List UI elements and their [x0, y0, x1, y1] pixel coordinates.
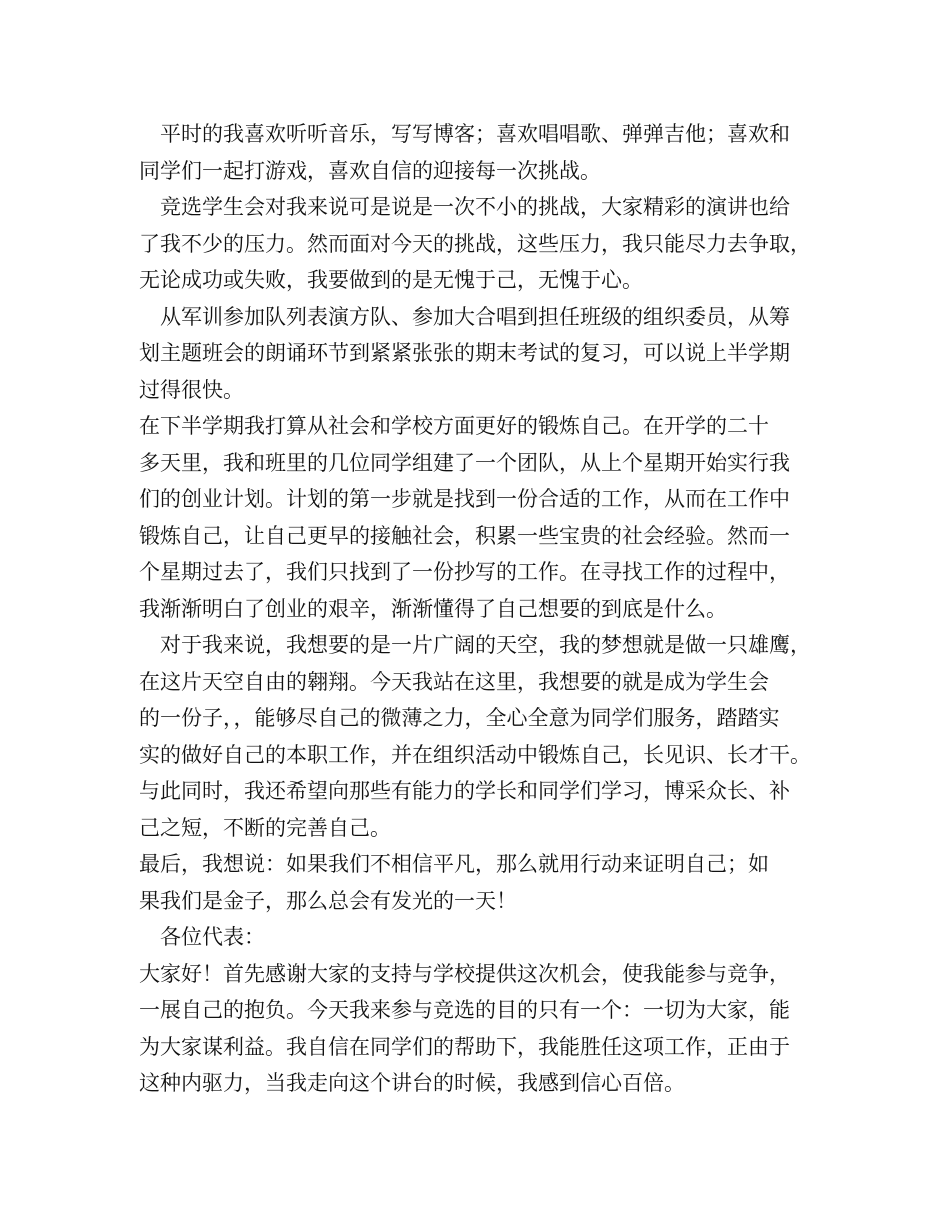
text-line: 与此同时，我还希望向那些有能力的学长和同学们学习，博采众长、补	[139, 779, 790, 803]
text-line: 划主题班会的朗诵环节到紧紧张张的期末考试的复习，可以说上半学期	[139, 341, 790, 365]
text-line: 无论成功或失败，我要做到的是无愧于己，无愧于心。	[139, 268, 643, 292]
text-line: 己之短，不断的完善自己。	[139, 815, 391, 840]
text-line: 了我不少的压力。然而面对今天的挑战，这些压力，我只能尽力去争取，	[139, 231, 811, 256]
text-line: 大家好！首先感谢大家的支持与学校提供这次机会，使我能参与竞争，	[139, 961, 790, 986]
text-line: 为大家谋利益。我自信在同学们的帮助下，我能胜任这项工作，正由于	[139, 1034, 790, 1059]
text-line: 各位代表：	[139, 925, 265, 949]
text-line: 从军训参加队列表演方队、参加大合唱到担任班级的组织委员，从筹	[139, 304, 790, 329]
text-line: 锻炼自己，让自己更早的接触社会，积累一些宝贵的社会经验。然而一	[139, 523, 790, 548]
text-line: 对于我来说，我想要的是一片广阔的天空，我的梦想就是做一只雄鹰，	[139, 633, 811, 657]
text-line: 一展自己的抱负。今天我来参与竞选的目的只有一个：一切为大家，能	[139, 998, 790, 1022]
text-line: 同学们一起打游戏，喜欢自信的迎接每一次挑战。	[139, 158, 601, 183]
text-line: 最后，我想说：如果我们不相信平凡，那么就用行动来证明自己；如	[139, 852, 769, 876]
text-line: 们的创业计划。计划的第一步就是找到一份合适的工作，从而在工作中	[139, 487, 790, 511]
text-line: 平时的我喜欢听听音乐，写写博客；喜欢唱唱歌、弹弹吉他；喜欢和	[139, 122, 790, 146]
text-line: 我渐渐明白了创业的艰辛，渐渐懂得了自己想要的到底是什么。	[139, 596, 727, 621]
text-line: 多天里，我和班里的几位同学组建了一个团队，从上个星期开始实行我	[139, 450, 790, 475]
text-line: 个星期过去了，我们只找到了一份抄写的工作。在寻找工作的过程中，	[139, 560, 790, 584]
text-line: 在这片天空自由的翱翔。今天我站在这里，我想要的就是成为学生会	[139, 669, 769, 694]
text-line: 过得很快。	[139, 377, 244, 402]
text-line: 果我们是金子，那么总会有发光的一天！	[139, 888, 517, 913]
text-line: 的一份子，，能够尽自己的微薄之力，全心全意为同学们服务，踏踏实	[139, 706, 780, 730]
document-body	[139, 116, 829, 1102]
text-line: 实的做好自己的本职工作，并在组织活动中锻炼自己，长见识、长才干。	[139, 742, 811, 767]
text-line: 竞选学生会对我来说可是说是一次不小的挑战，大家精彩的演讲也给	[139, 195, 790, 219]
text-line: 这种内驱力，当我走向这个讲台的时候，我感到信心百倍。	[139, 1071, 685, 1095]
text-line: 在下半学期我打算从社会和学校方面更好的锻炼自己。在开学的二十	[139, 414, 769, 438]
